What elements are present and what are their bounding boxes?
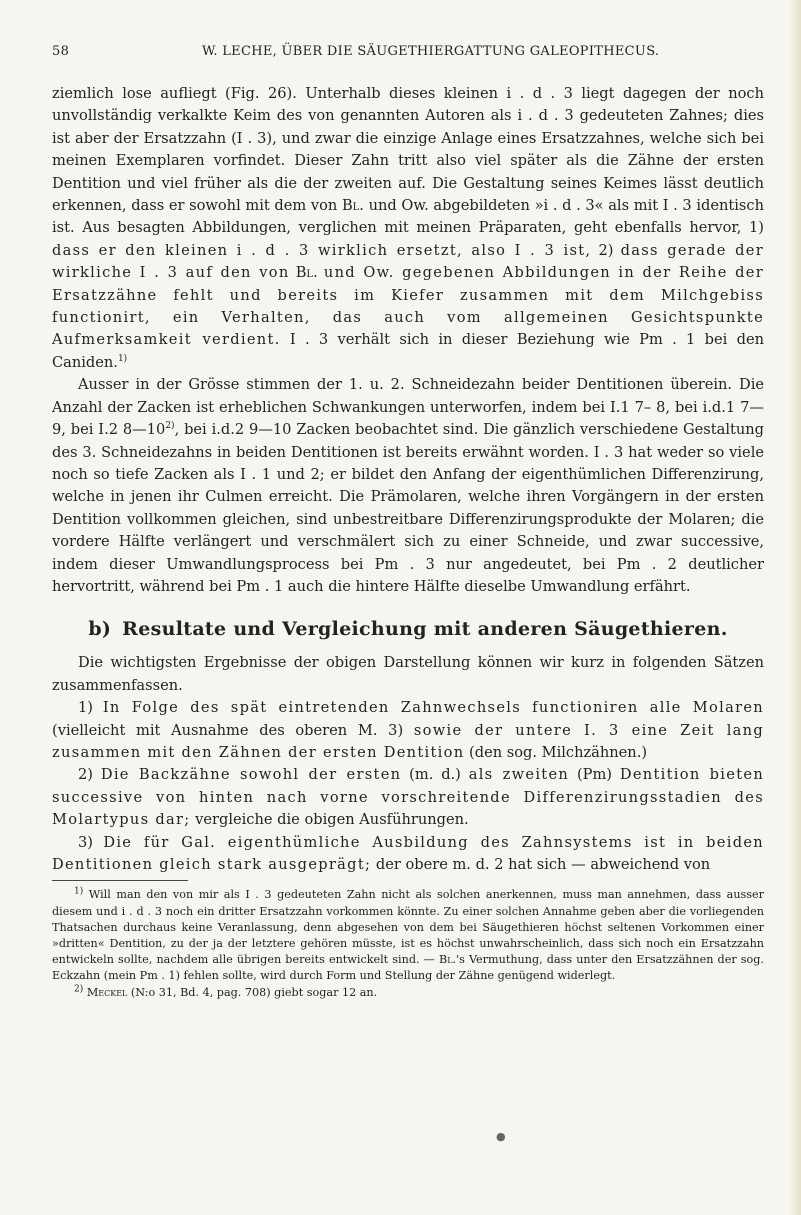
- footnote: [52, 887, 764, 984]
- footnote-marker: 1): [74, 886, 84, 897]
- text-run: 2): [78, 766, 101, 784]
- text-run: , bei i.d.2 9—10 Zacken beobachtet sind. Die gänzlich verschiedene Gestaltung des 3. Schneidezahns in beiden Dentitionen ist bereits erwähnt worden. I . 3 hat weder so viele noch so tiefe Zacken als I . 1 und 2; er bildet den Anfang der eigenthümlichen Differenzirung, welche in jenen ihr Culmen erreicht. Die Prämolaren, welche ihren Vorgängern in der ersten Dentition vollkommen gleichen, sind unbestreitbare Differenzirungsprodukte der Molaren; die vordere Hälfte verlängert und verschmälert sich zu einer Schneide, und zwar successive, indem dieser Umwandlungsprocess bei Pm . 3 nur angedeutet, bei Pm . 2 deutlicher hervortritt, während bei Pm . 1 auch die hintere Hälfte dieselbe Umwandlung erfährt.: [52, 421, 765, 595]
- paragraph: [52, 697, 764, 764]
- emphasis-text: Die für Gal. eigenthümliche Ausbildung des Zahnsystems ist in beiden Dentitionen gleich stark ausgeprägt;: [52, 833, 764, 873]
- emphasis-text: dass er den kleinen i . d . 3 wirklich ersetzt, also I . 3 ist,: [52, 241, 592, 259]
- emphasis-text: dass gerade der wirkliche I . 3 auf den von: [52, 241, 764, 282]
- running-header: [52, 44, 764, 59]
- text-run: 's Vermuthung, dass unter den Ersatzzähnen der sog. Eckzahn (mein Pm . 1) fehlen sollte, wird durch Form und Stellung der Zähne genügend widerlegt.: [52, 953, 764, 983]
- author-name: Bl.: [438, 953, 457, 967]
- author-name: Bl.: [295, 264, 318, 282]
- paragraph: [52, 83, 764, 374]
- text-run: vergleiche die obigen Ausführungen.: [190, 811, 469, 829]
- author-name: Meckel: [86, 985, 128, 999]
- printer-mark-icon: ●: [496, 1130, 506, 1143]
- page-number: 58: [52, 44, 70, 59]
- text-run: ziemlich lose aufliegt (Fig. 26). Unterhalb dieses kleinen i . d . 3 liegt dagegen der noch unvollständig verkalkte Keim des von genannten Autoren als i . d . 3 gedeuteten Zahnes; dies ist aber der Ersatzzahn (I . 3), und zwar die einzige Anlage eines Ersatzzahnes, welche sich bei meinen Exemplaren vorfindet. Dieser Zahn tritt also viel später als die Zähne der ersten Dentition und viel früher als die der zweiten auf. Die Gestaltung seines Keimes lässt deutlich erkennen, dass er sowohl mit dem von: [52, 85, 764, 215]
- paragraph: [52, 764, 764, 831]
- text-run: 1): [78, 699, 103, 717]
- text-run: 2): [591, 241, 621, 259]
- body-text-1: [52, 83, 764, 598]
- section-title: Resultate und Vergleichung mit anderen Säugethieren.: [122, 618, 728, 641]
- paragraph: [52, 832, 764, 877]
- body-text-2: [52, 652, 764, 876]
- footnote-marker: 2): [165, 421, 175, 432]
- section-heading: [52, 618, 764, 640]
- emphasis-text: als zweiten: [468, 766, 570, 784]
- text-run: (N:o 31, Bd. 4, pag. 708) giebt sogar 12 an.: [127, 985, 378, 999]
- footnotes: [52, 887, 764, 1000]
- section-label: b): [88, 618, 112, 641]
- author-name: Bl.: [341, 197, 364, 215]
- page-edge: [789, 0, 801, 1215]
- paragraph: [52, 374, 764, 598]
- emphasis-text: Dentition bieten successive von hinten nach vorne vorschreitende Differenzirungsstadien des Molartypus dar;: [52, 766, 765, 829]
- running-title: W. LECHE, ÜBER DIE SÄUGETHIERGATTUNG GALEOPITHECUS.: [202, 44, 660, 59]
- text-run: Ausser in der Grösse stimmen der 1. u. 2. Schneidezahn beider Dentitionen überein. Die Anzahl der Zacken ist erheblichen Schwankungen unterworfen, indem bei I.1 7– 8, bei i.d.1 7—9, bei I.2 8—10: [52, 376, 764, 439]
- text-run: (m. d.): [401, 766, 469, 784]
- text-run: Will man den von mir als I . 3 gedeuteten Zahn nicht als solchen anerkennen, muss man annehmen, dass ausser diesem und i . d . 3 noch ein dritter Ersatzzahn vorkommen könnte. Zu einer solchen Annahme geben aber die vorliegenden Thatsachen durchaus keine Veranlassung, denn abgesehen von dem bei Säugethieren höchst seltenen Vorkommen einer »dritten« Dentition, zu der ja der letztere gehören müsste, ist es höchst unwahrscheinlich, dass sich noch ein Ersatzzahn entwickeln sollte, nachdem alle übrigen bereits entwickelt sind. —: [52, 888, 764, 967]
- text-run: und Ow. abgebildeten »i . d . 3« als mit I . 3 identisch ist. Aus besagten Abbildungen, verglichen mit meinen Präparaten, geht ebenfalls hervor, 1): [52, 197, 764, 237]
- text-run: I . 3 verhält sich in dieser Beziehung wie Pm . 1 bei den Caniden.: [52, 331, 764, 371]
- text-run: 3): [78, 833, 104, 851]
- text-run: (Pm): [569, 766, 620, 784]
- text-run: der obere m. d. 2 hat sich — abweichend von: [371, 856, 711, 873]
- emphasis-text: sowie der untere I. 3 eine Zeit lang zusammen mit den Zähnen der ersten Dentition: [52, 721, 764, 761]
- emphasis-text: Die Backzähne sowohl der ersten: [100, 766, 402, 784]
- footnote-marker: 1): [117, 354, 128, 365]
- text-run: (vielleicht mit Ausnahme des oberen M. 3): [52, 721, 414, 739]
- emphasis-text: In Folge des spät eintretenden Zahnwechsels functioniren alle Molaren: [102, 699, 764, 717]
- document-page: [52, 44, 764, 1001]
- footnote: [52, 985, 764, 1001]
- paragraph: [52, 652, 764, 697]
- footnote-rule: [52, 880, 188, 881]
- text-run: (den sog. Milchzähnen.): [464, 743, 648, 761]
- footnote-marker: 2): [74, 983, 84, 994]
- text-run: Die wichtigsten Ergebnisse der obigen Darstellung können wir kurz in folgenden Sätzen zusammenfassen.: [52, 654, 764, 694]
- emphasis-text: und Ow. gegebenen Abbildungen in der Reihe der Ersatzzähne fehlt und bereits im Kiefer zusammen mit dem Milchgebiss functionirt, ein Verhalten, das auch vom allgemeinen Gesichtspunkte Aufmerksamkeit verdient.: [52, 264, 765, 349]
